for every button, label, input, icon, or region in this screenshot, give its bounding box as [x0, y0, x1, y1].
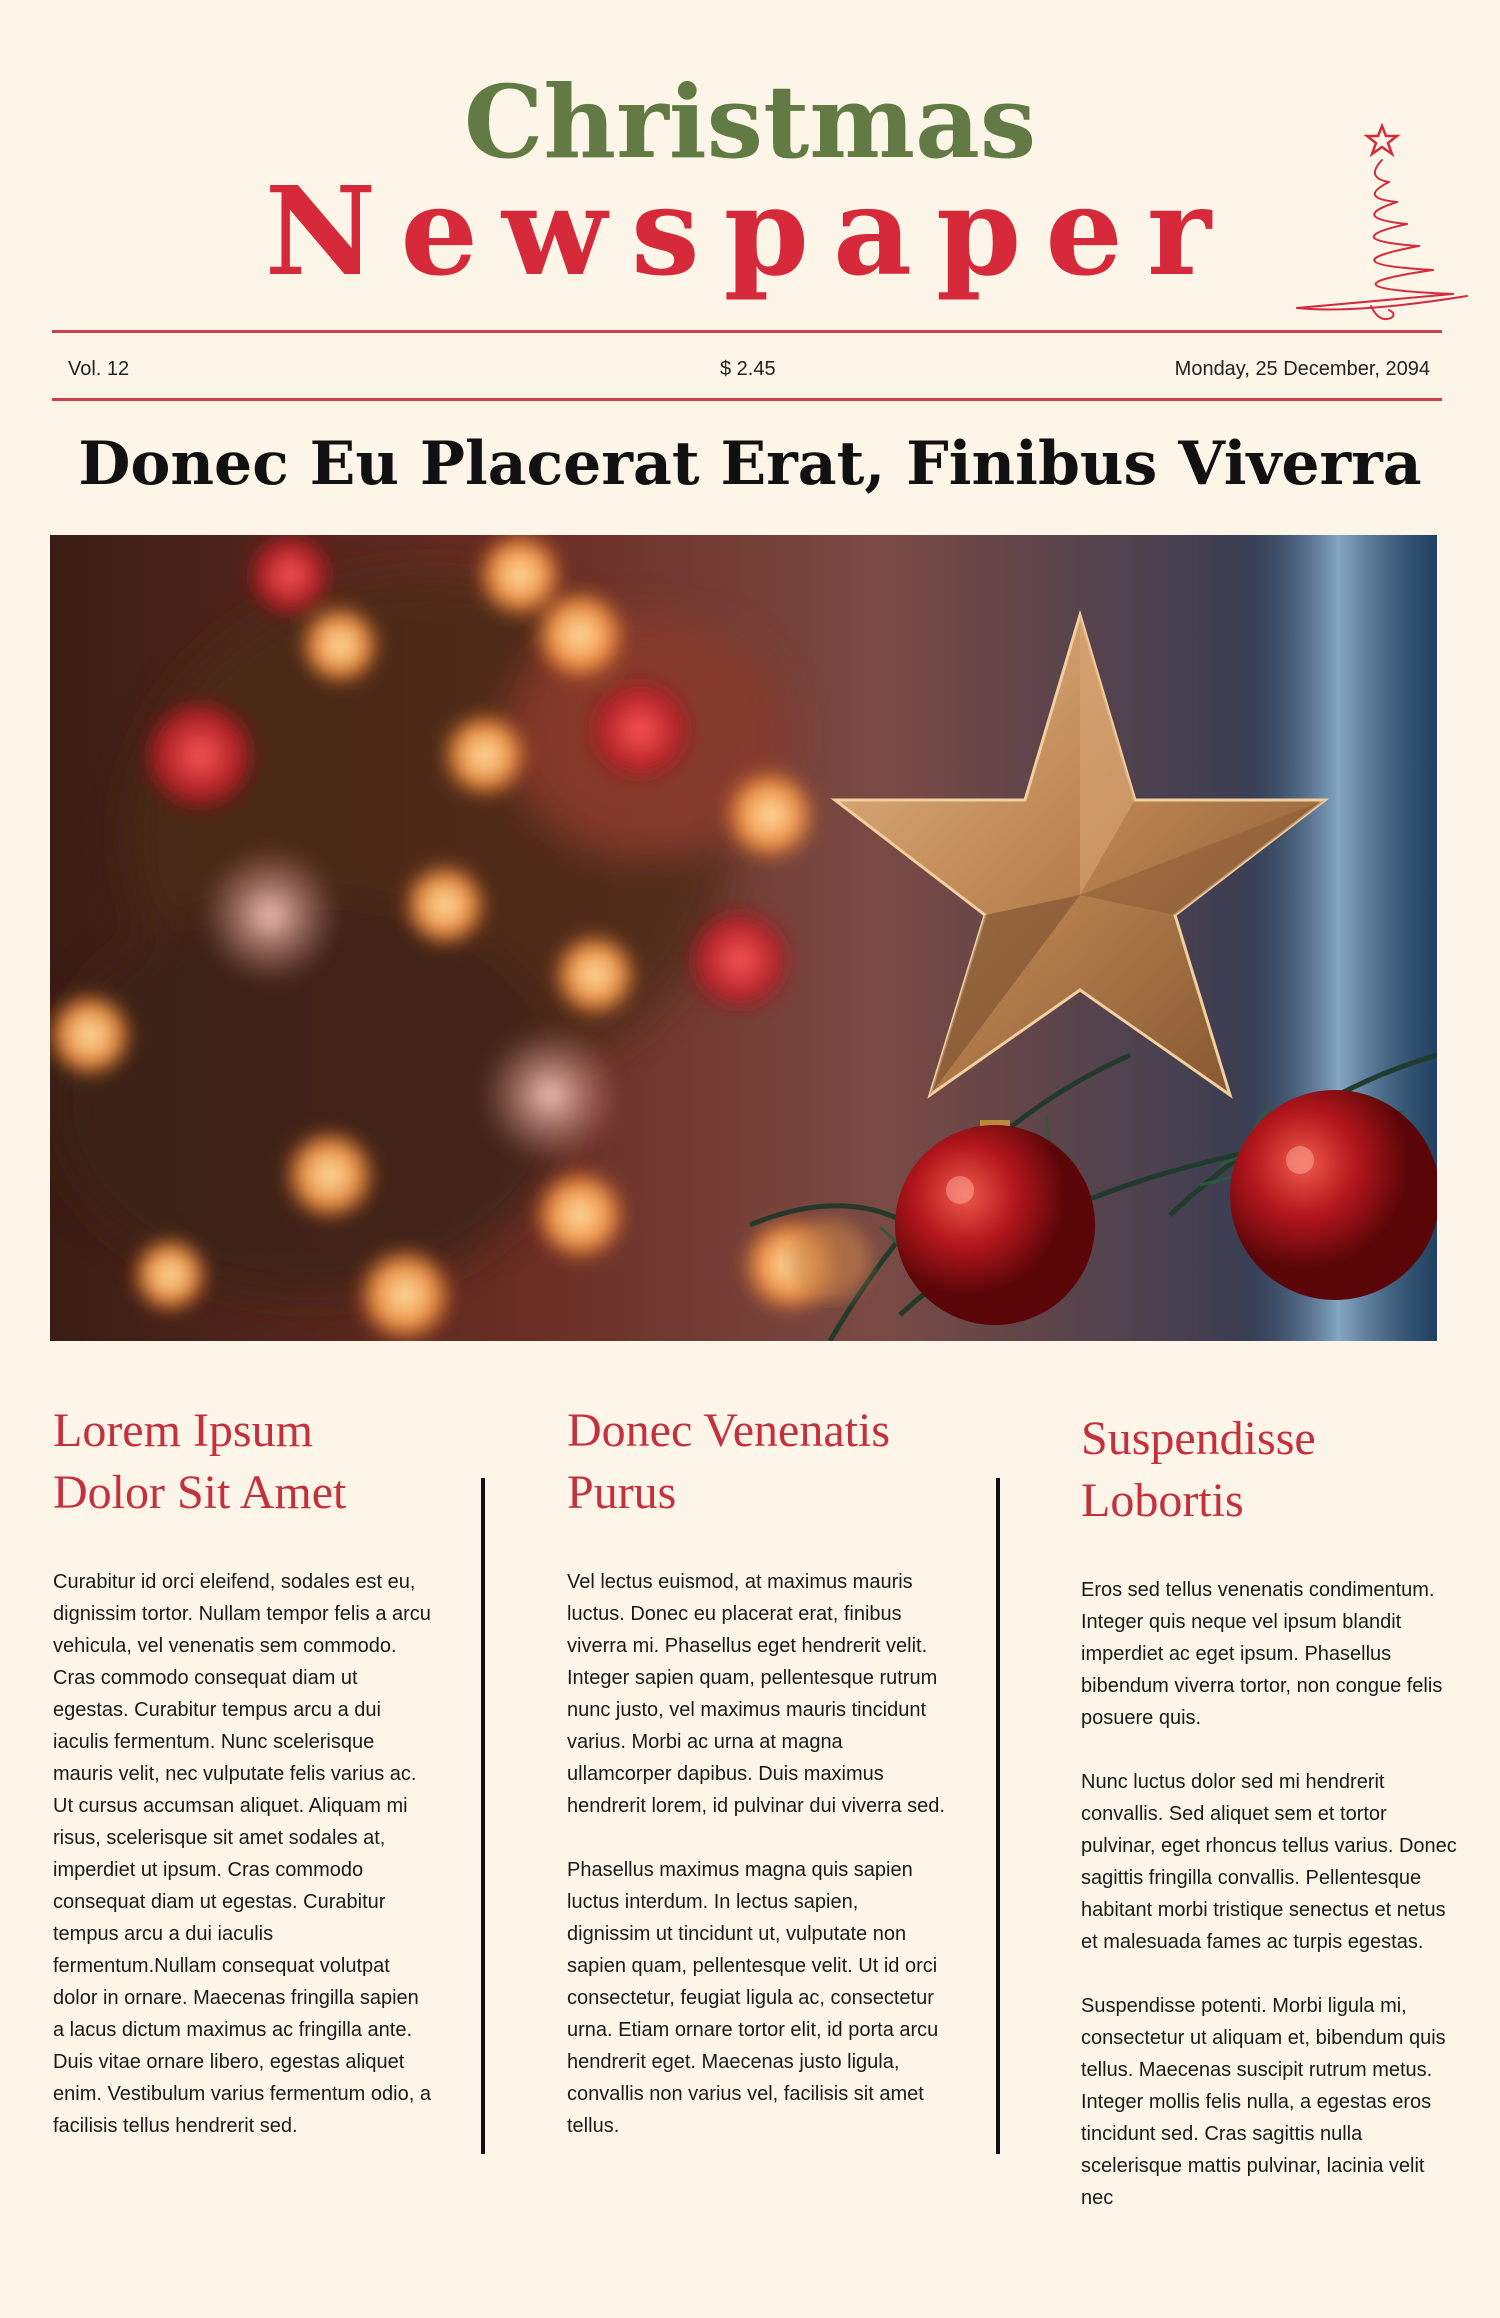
headline: Donec Eu Placerat Erat, Finibus Viverra	[78, 429, 1422, 499]
article-column-3	[1081, 1408, 1461, 2246]
article-paragraph: Phasellus maximus magna quis sapien luctus interdum. In lectus sapien, dignissim ut tincidunt ut, vulputate non sapien quam, pellentesque velit. Ut id orci consectetur, feugiat ligula ac, consectetur urna. Etiam ornare tortor elit, id porta arcu hendrerit eget. Maecenas justo ligula, convallis non varius vel, facilisis sit amet tellus.	[567, 1859, 939, 2137]
article-body	[1081, 1574, 1461, 2214]
volume-label: Vol. 12	[68, 358, 130, 380]
christmas-tree-star-icon	[1285, 118, 1480, 333]
article-heading: Lorem Ipsum Dolor Sit Amet	[53, 1404, 347, 1519]
masthead-title-christmas: Christmas	[463, 63, 1037, 181]
masthead-rule	[52, 330, 1442, 333]
article-heading: Suspendisse Lobortis	[1081, 1412, 1316, 1527]
article-heading: Donec Venenatis Purus	[567, 1404, 891, 1519]
masthead	[0, 0, 1500, 340]
article-body	[567, 1566, 947, 2142]
date-label: Monday, 25 December, 2094	[1174, 358, 1430, 380]
article-paragraph: Eros sed tellus venenatis condimentum. Integer quis neque vel ipsum blandit imperdiet ac eget ipsum. Phasellus bibendum viverra tortor, non congue felis posuere quis.	[1081, 1579, 1443, 1729]
column-divider	[996, 1478, 1000, 2154]
article-paragraph: Vel lectus euismod, at maximus mauris luctus. Donec eu placerat erat, finibus viverra mi. Phasellus eget hendrerit velit. Integer sapien quam, pellentesque rutrum nunc justo, vel maximus mauris tincidunt varius. Morbi ac urna at magna ullamcorper dapibus. Duis maximus hendrerit lorem, id pulvinar dui viverra sed.	[567, 1571, 945, 1817]
feature-photo	[50, 535, 1437, 1341]
price-label: $ 2.45	[720, 358, 776, 380]
column-divider	[481, 1478, 485, 2154]
article-column-2	[567, 1400, 947, 2174]
star-ornament-photo	[50, 535, 1437, 1341]
article-column-1	[53, 1400, 433, 2174]
article-paragraph: Nunc luctus dolor sed mi hendrerit convallis. Sed aliquet sem et tortor pulvinar, eget rhoncus tellus varius. Donec sagittis fringilla convallis. Pellentesque habitant morbi tristique senectus et netus et malesuada fames ac turpis egestas.	[1081, 1771, 1457, 1953]
article-paragraph: Curabitur id orci eleifend, sodales est eu, dignissim tortor. Nullam tempor felis a arcu vehicula, vel venenatis sem commodo. Cras commodo consequat diam ut egestas. Curabitur tempus arcu a dui iaculis fermentum. Nunc scelerisque mauris velit, nec vulputate felis varius ac. Ut cursus accumsan aliquet. Aliquam mi risus, scelerisque sit amet sodales at, imperdiet ut ipsum. Cras commodo consequat diam ut egestas. Curabitur tempus arcu a dui iaculis fermentum.Nullam consequat volutpat dolor in ornare. Maecenas fringilla sapien a lacus dictum maximus ac fringilla ante. Duis vitae ornare libero, egestas aliquet enim. Vestibulum varius fermentum odio, a facilisis tellus hendrerit sed.	[53, 1571, 431, 2137]
masthead-title-newspaper: Newspaper	[264, 159, 1236, 303]
article-body	[53, 1566, 433, 2142]
meta-rule	[52, 398, 1442, 401]
article-paragraph: Suspendisse potenti. Morbi ligula mi, consectetur ut aliquam et, bibendum quis tellus. Maecenas suscipit rutrum metus. Integer mollis felis nulla, a egestas eros tincidunt sed. Cras sagittis nulla scelerisque mattis pulvinar, lacinia velit nec	[1081, 1995, 1446, 2209]
